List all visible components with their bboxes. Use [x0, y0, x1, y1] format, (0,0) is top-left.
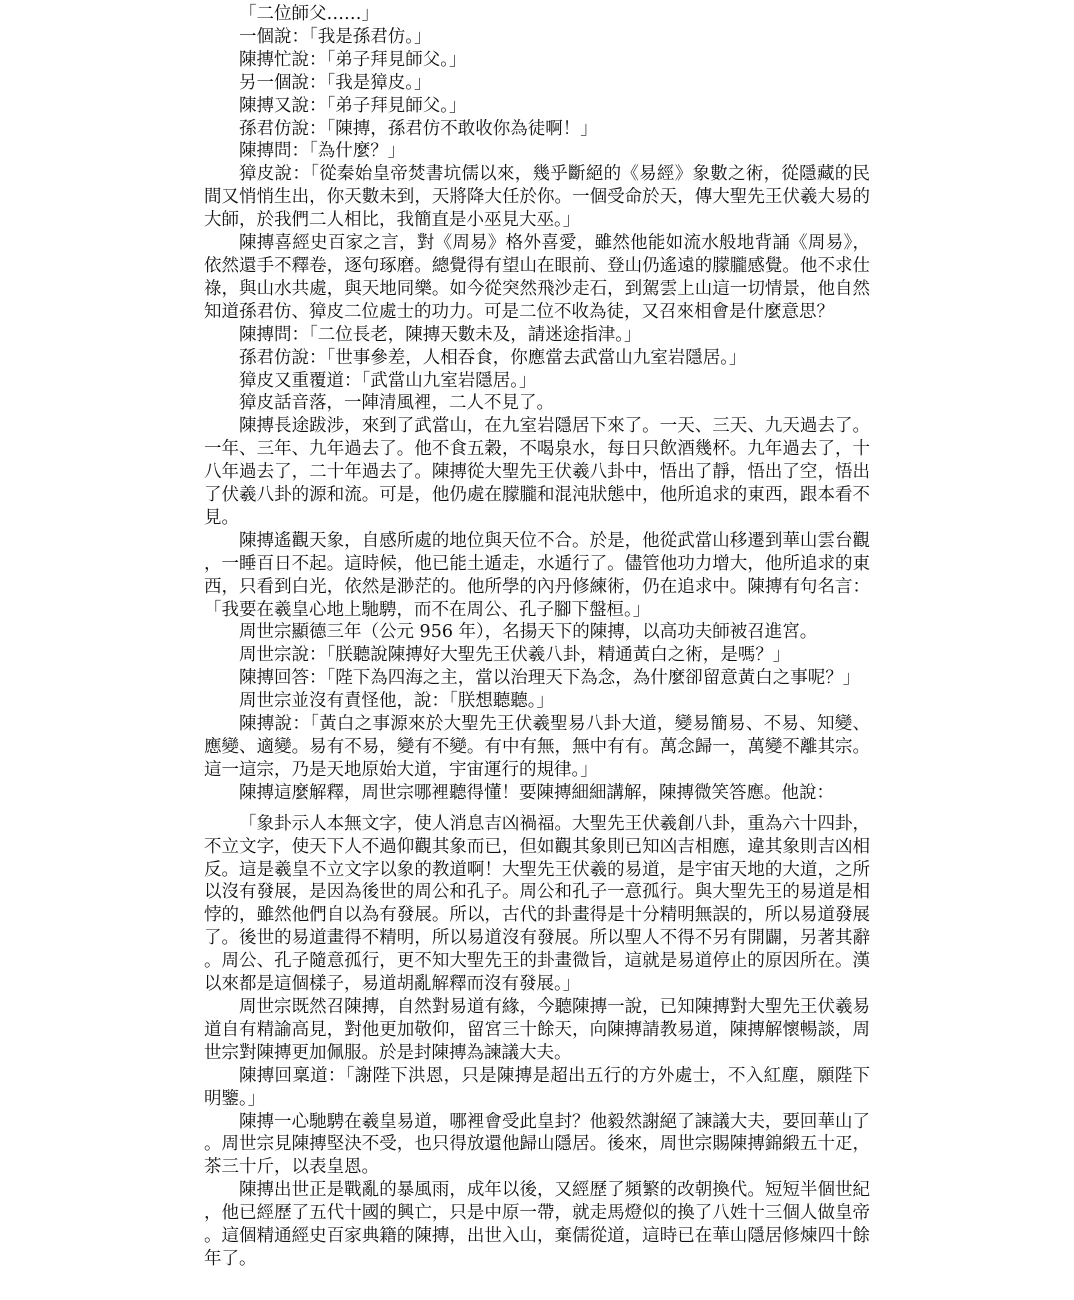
paragraph: 陳摶回答：「陛下為四海之主，當以治理天下為念，為什麼卻留意黃白之事呢？」	[239, 668, 861, 689]
paragraph: 孫君仿說：「陳摶，孫君仿不敢收你為徒啊！」	[239, 118, 598, 139]
paragraph: 陳摶一心馳騁在羲皇易道，哪裡會受此皇封？他毅然謝絕了諫議大夫，要回華山了。周世宗見陳摶堅決不受，也只得放還他歸山隱居。後來，周世宗賜陳摶錦緞五十疋，茶三十斤，以表皇恩。	[204, 1111, 870, 1178]
paragraph: 一個說：「我是孫君仿。」	[239, 26, 432, 47]
paragraph: 陳摶說：「黃白之事源來於大聖先王伏羲聖易八卦大道，變易簡易、不易、知變、應變、適變。易有不易，變有不變。有中有無，無中有有。萬念歸一，萬變不離其宗。這一這宗，乃是天地原始大道，宇宙運行的規律。」	[204, 714, 870, 780]
quoted-paragraph: 「象卦示人本無文字，使人消息吉凶禍福。大聖先王伏羲創八卦，重為六十四卦，不立文字，使天下人不過仰觀其象而已，但如觀其象則已知凶吉相應，違其象則吉凶相反。這是羲皇不立文字以象的教道啊！大聖先王伏羲的易道，是宇宙天地的大道，之所以沒有發展，是因為後世的周公和孔子。周公和孔子一意孤行。與大聖先王的易道是相悖的，雖然他們自以為有發展。所以，古代的卦畫得是十分精明無誤的，所以易道發展了。後世的易道畫得不精明，所以易道沒有發展。所以聖人不得不另有開闢，另著其辭。周公、孔子隨意孤行，更不知大聖先王的卦畫微旨，這就是易道停止的原因所在。漢以來都是這個樣子，易道胡亂解釋而沒有發展。」	[204, 813, 870, 995]
paragraph: 陳摶這麼解釋，周世宗哪裡聽得懂！要陳摶細細講解，陳摶微笑答應。他說：	[239, 782, 834, 803]
paragraph: 獐皮說：「從秦始皇帝焚書坑儒以來，幾乎斷絕的《易經》象數之術，從隱藏的民間又悄悄生出，你天數未到，天將降大任於你。一個受命於天，傳大聖先王伏羲大易的大師，於我們二人相比，我簡直是小巫見大巫。」	[204, 164, 870, 231]
paragraph: 獐皮又重覆道：「武當山九室岩隱居。」	[239, 370, 537, 391]
paragraph: 陳摶忙說：「弟子拜見師父。」	[239, 49, 467, 70]
paragraph: 陳摶問：「為什麼？」	[239, 141, 406, 162]
paragraph: 周世宗說：「朕聽說陳摶好大聖先王伏羲八卦，精通黃白之術，是嗎？」	[239, 645, 791, 666]
paragraph: 陳摶喜經史百家之言，對《周易》格外喜愛，雖然他能如流水般地背誦《周易》，依然還手不釋卷，逐句琢磨。總覺得有望山在眼前、登山仍遙遠的朦朧感覺。他不求仕祿，與山水共處，與天地同樂。如今從突然飛沙走石，到駕雲上山這一切情景，他自然知道孫君仿、獐皮二位處士的功力。可是二位不收為徒，又召來相會是什麼意思？	[204, 233, 870, 322]
paragraph: 陳摶問：「二位長老，陳摶天數未及，請迷途指津。」	[239, 324, 642, 345]
paragraph: 陳摶又說：「弟子拜見師父。」	[239, 95, 467, 116]
paragraph: 陳摶長途跋涉，來到了武當山，在九室岩隱居下來了。一天、三天、九天過去了。一年、三年、九年過去了。他不食五穀，不喝泉水，每日只飲酒幾杯。九年過去了，十八年過去了，二十年過去了。陳摶從大聖先王伏羲八卦中，悟出了靜，悟出了空，悟出了伏羲八卦的源和流。可是，他仍處在朦朧和混沌狀態中，他所追求的東西，跟本看不見。	[204, 416, 870, 528]
paragraph: 陳摶遙觀天象，自感所處的地位與天位不合。於是，他從武當山移遷到華山雲台觀，一睡百日不起。這時候，他已能土遁走，水遁行了。儘管他功力增大，他所追求的東西，只看到白光，依然是渺茫的。他所學的內丹修練術，仍在追求中。陳摶有句名言：「我要在羲皇心地上馳騁，而不在周公、孔子腳下盤桓。」	[204, 530, 870, 620]
paragraph: 陳摶出世正是戰亂的暴風雨，成年以後，又經歷了頻繁的改朝換代。短短半個世紀，他已經歷了五代十國的興亡，只是中原一帶，就走馬燈似的換了八姓十三個人做皇帝。這個精通經史百家典籍的陳摶，出世入山，棄儒從道，這時已在華山隱居修煉四十餘年了。	[204, 1180, 870, 1269]
paragraph: 周世宗既然召陳摶，自然對易道有緣，今聽陳摶一說，已知陳摶對大聖先王伏羲易道自有精諭高見，對他更加敬仰，留宮三十餘天，向陳摶請教易道，陳摶解懷暢談，周世宗對陳摶更加佩服。於是封陳摶為諫議大夫。	[204, 996, 870, 1063]
paragraph: 另一個說：「我是獐皮。」	[239, 72, 432, 93]
paragraph: 周世宗顯德三年（公元 956 年），名揚天下的陳摶，以高功夫師被召進宮。	[239, 622, 818, 643]
document-page	[204, 3, 870, 1271]
paragraph: 周世宗並沒有責怪他，說：「朕想聽聽。」	[239, 691, 554, 712]
paragraph: 孫君仿說：「世事參差，人相吞食，你應當去武當山九室岩隱居。」	[239, 347, 747, 368]
paragraph: 陳摶回稟道：「謝陛下洪恩，只是陳摶是超出五行的方外處士，不入紅塵，願陛下明鑒。」	[204, 1065, 870, 1109]
paragraph: 獐皮話音落，一陣清風裡，二人不見了。	[239, 393, 554, 414]
paragraph: 「二位師父……」	[239, 4, 379, 24]
